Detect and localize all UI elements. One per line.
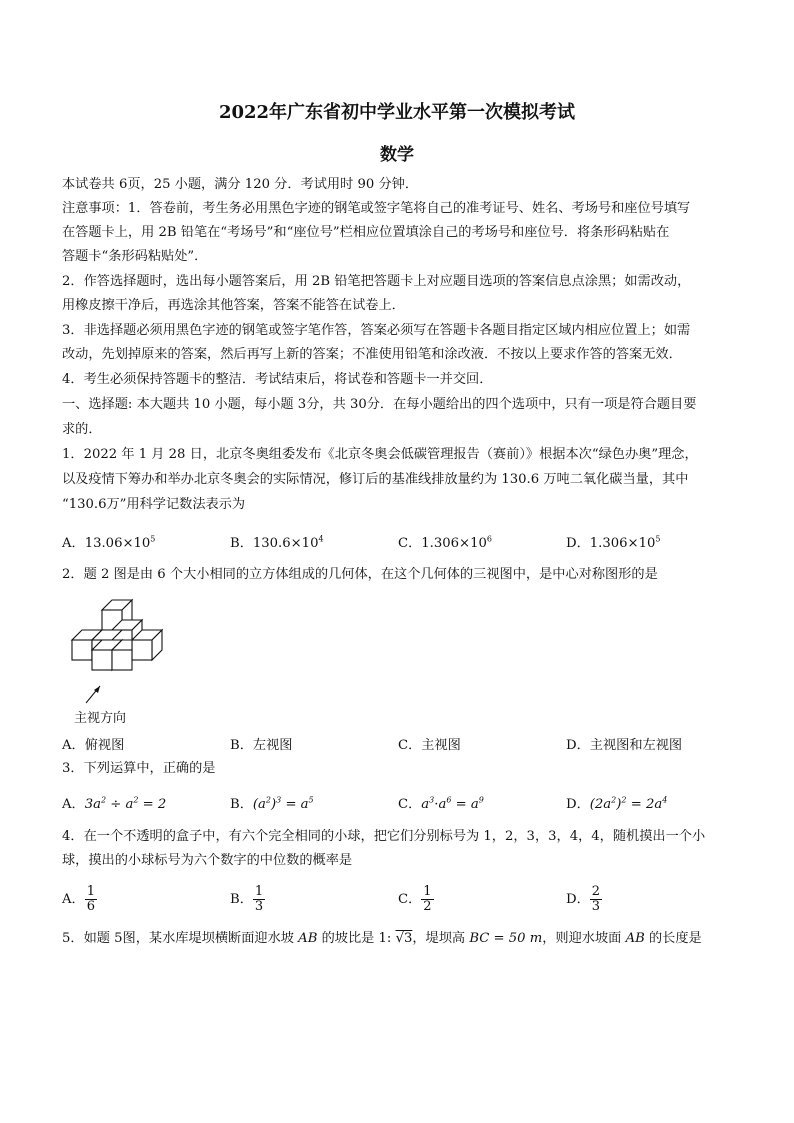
exam-title: 2022年广东省初中学业水平第一次模拟考试 — [218, 102, 576, 123]
q1-option-b: B．$130.6\times 10^4$ — [230, 534, 324, 551]
q1-options — [62, 532, 742, 552]
q2-stem: 2．题 2 图是由 6 个大小相同的立方体组成的几何体，在这个几何体的三视图中，是中心对称图形的是 — [62, 567, 658, 582]
q1-stem: 1．2022 年 1 月 28 日，北京冬奥组委发布《北京冬奥会低碳管理报告（赛前）》根据本次“绿色办奥”理念， — [62, 447, 698, 462]
q4-options — [62, 876, 742, 914]
q3-option-a: A．$3a^2 \div a^2 = 2$ — [62, 795, 167, 812]
intro-line: 注意事项：1．答卷前，考生务必用黑色字迹的钢笔或签字笔将自己的准考证号、姓名、考场号和座位号填写 — [62, 201, 691, 216]
fraction: $\frac{1}{6}$ — [86, 884, 95, 914]
intro-line: 改动，先划掉原来的答案，然后再写上新的答案；不准使用铅笔和涂改液．不按以上要求作答的答案无效． — [62, 347, 682, 362]
q3-option-c: C．$a^3\cdot a^6 = a^9$ — [398, 795, 484, 812]
q1-option-a: A．$13.06\times 10^5$ — [62, 534, 156, 551]
q3-option-b: B．$(a^2)^3 = a^5$ — [230, 795, 314, 812]
q2-option-d: D．主视图和左视图 — [566, 738, 683, 753]
q4-stem: 4．在一个不透明的盒子中，有六个完全相同的小球，把它们分别标号为 1，2，3，3，4，4，随机摸出一个小 — [62, 829, 706, 844]
intro-line: 3．非选择题必须用黑色字迹的钢笔或签字笔作答，答案必须写在答题卡各题目指定区域内相应位置上；如需 — [62, 323, 691, 338]
q3-option-d: D．$(2a^2)^2 = 2a^4$ — [566, 795, 668, 812]
q3-options — [62, 793, 742, 813]
q5-stem: 5．如题 5图，某水库堤坝横断面迎水坡 AB 的坡比是 1: √3，堤坝高 BC = 50 m，则迎水坡面 AB 的长度是 — [62, 931, 702, 946]
intro-line: 本试卷共 6页，25 小题，满分 120 分．考试用时 90 分钟． — [62, 177, 419, 192]
q4-option-a: A． $\frac{1}{6}$ — [62, 884, 95, 914]
intro-line: 用橡皮擦干净后，再选涂其他答案，答案不能答在试卷上． — [62, 298, 405, 313]
section-heading-cont: 求的． — [62, 422, 102, 437]
q2-option-a: A．俯视图 — [62, 738, 125, 753]
q1-option-c: C．$1.306\times 10^6$ — [398, 534, 492, 551]
q4-option-d: D． $\frac{2}{3}$ — [566, 884, 601, 914]
q1-stem: 以及疫情下筹办和举办北京冬奥会的实际情况，修订后的基准线排放量约为 130.6 万吨二氧化碳当量，其中 — [62, 472, 689, 487]
fraction: $\frac{1}{2}$ — [423, 884, 432, 914]
q1-stem: “130.6万”用科学记数法表示为 — [62, 497, 246, 512]
intro-line: 4．考生必须保持答题卡的整洁．考试结束后，将试卷和答题卡一并交回． — [62, 372, 493, 387]
fraction: $\frac{1}{3}$ — [254, 884, 264, 914]
intro-line: 答题卡“条形码粘贴处”． — [62, 249, 208, 264]
intro-line: 2．作答选择题时，选出每小题答案后，用 2B 铅笔把答题卡上对应题目选项的答案信息点涂黑；如需改动， — [62, 274, 691, 289]
figure-caption: 主视方向 — [74, 711, 127, 726]
q2-option-c: C．主视图 — [398, 738, 461, 753]
q3-stem: 3．下列运算中，正确的是 — [62, 761, 216, 776]
q4-stem: 球，摸出的小球标号为六个数字的中位数的概率是 — [62, 853, 353, 868]
q4-option-c: C． $\frac{1}{2}$ — [398, 884, 432, 914]
fraction: $\frac{2}{3}$ — [591, 884, 601, 914]
q4-option-b: B． $\frac{1}{3}$ — [230, 884, 264, 914]
subject-title: 数学 — [380, 145, 414, 165]
intro-line: 在答题卡上，用 2B 铅笔在“考场号”和“座位号”栏相应位置填涂自己的考场号和座位号．将条形码粘贴在 — [62, 225, 670, 240]
section-heading: 一、选择题: 本大题共 10 小题，每小题 3分，共 30分．在每小题给出的四个选项中，只有一项是符合题目要 — [62, 397, 697, 412]
q1-option-d: D．$1.306\times 10^5$ — [566, 534, 661, 551]
q2-options — [62, 734, 742, 754]
q2-option-b: B．左视图 — [230, 738, 293, 753]
